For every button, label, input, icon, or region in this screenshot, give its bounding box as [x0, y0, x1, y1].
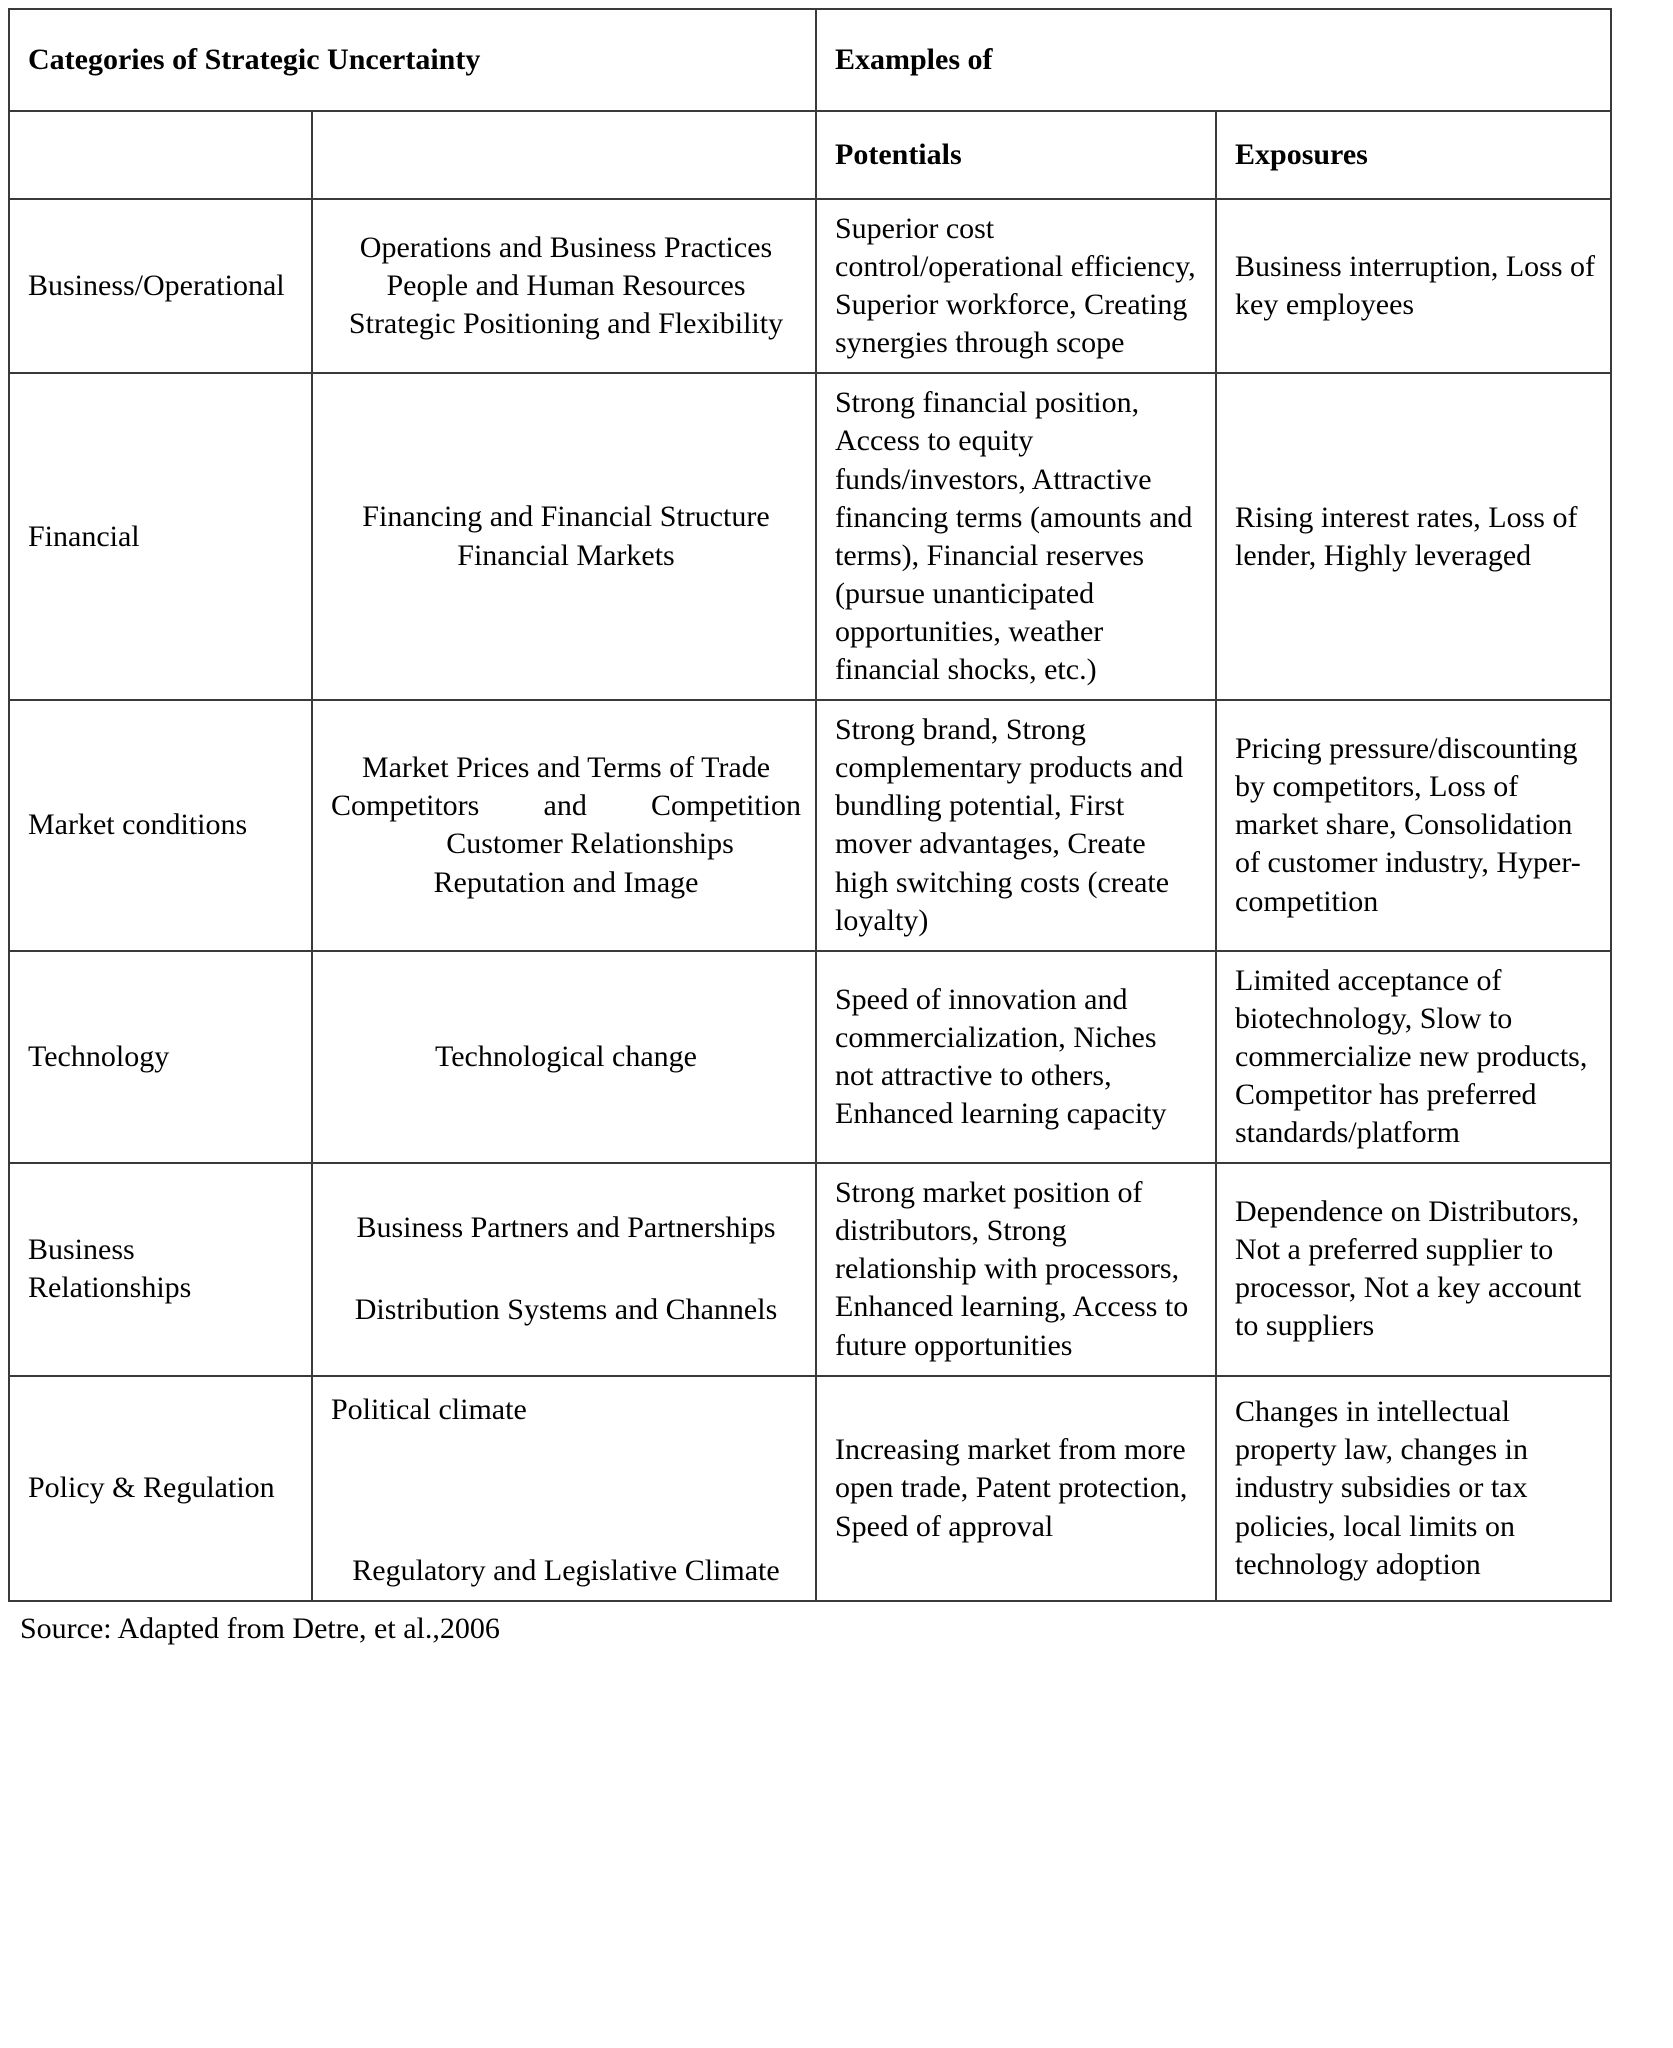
- source-entry: Market Prices and Terms of Trade: [361, 750, 771, 784]
- category-name: Business/Operational: [9, 199, 312, 373]
- category-name: Technology: [9, 951, 312, 1163]
- strategic-uncertainty-table: [8, 8, 1612, 1602]
- table-header-row-1: [9, 9, 1611, 111]
- potentials-text: Strong financial position, Access to equity funds/investors, Attractive financing terms (amounts and terms), Financial reserves (pursue unanticipated opportunities, weather financial shocks, etc.): [816, 373, 1216, 700]
- source-entry: Business Partners and Partnerships: [356, 1211, 776, 1245]
- exposures-text: Pricing pressure/discounting by competitors, Loss of market share, Consolidation of customer industry, Hyper-competition: [1216, 700, 1611, 951]
- source-entry: Technological change: [435, 1039, 697, 1073]
- exposures-text: Changes in intellectual property law, changes in industry subsidies or tax policies, local limits on technology adoption: [1216, 1376, 1611, 1602]
- potentials-text: Strong brand, Strong complementary products and bundling potential, First mover advantages, Create high switching costs (create loyalty): [816, 700, 1216, 951]
- source-entry: Competitors and Competition Customer Relationships: [331, 789, 801, 861]
- potentials-text: Strong market position of distributors, Strong relationship with processors, Enhanced learning, Access to future opportunities: [816, 1163, 1216, 1375]
- table-header-row-2: [9, 111, 1611, 199]
- category-sources: [312, 373, 816, 700]
- exposures-text: Dependence on Distributors, Not a preferred supplier to processor, Not a key account to suppliers: [1216, 1163, 1611, 1375]
- header-examples-title: Examples of: [816, 9, 1611, 111]
- category-sources: [312, 199, 816, 373]
- header-categories-title: Categories of Strategic Uncertainty: [9, 9, 816, 111]
- table-row: [9, 199, 1611, 373]
- table-row: [9, 373, 1611, 700]
- category-sources: [312, 1163, 816, 1375]
- table-row: [9, 700, 1611, 951]
- exposures-text: Business interruption, Loss of key employees: [1216, 199, 1611, 373]
- category-name: Business Relationships: [9, 1163, 312, 1375]
- source-entry: Regulatory and Legislative Climate: [352, 1554, 780, 1588]
- exposures-text: Limited acceptance of biotechnology, Slow to commercialize new products, Competitor has preferred standards/platform: [1216, 951, 1611, 1163]
- header-exposures: Exposures: [1216, 111, 1611, 199]
- source-note: Source: Adapted from Detre, et al.,2006: [20, 1612, 500, 1646]
- source-entry: People and Human Resources: [386, 268, 746, 302]
- table-row: [9, 951, 1611, 1163]
- exposures-text: Rising interest rates, Loss of lender, Highly leveraged: [1216, 373, 1611, 700]
- source-entry: Reputation and Image: [433, 865, 699, 899]
- table-row: [9, 1163, 1611, 1375]
- category-sources: [312, 1376, 816, 1602]
- potentials-text: Superior cost control/operational efficiency, Superior workforce, Creating synergies through scope: [816, 199, 1216, 373]
- potentials-text: Increasing market from more open trade, Patent protection, Speed of approval: [816, 1376, 1216, 1602]
- source-entry: Strategic Positioning and Flexibility: [348, 307, 784, 341]
- header-blank-col1: [9, 111, 312, 199]
- source-entry: Operations and Business Practices: [359, 230, 773, 264]
- category-name: Financial: [9, 373, 312, 700]
- header-blank-col2: [312, 111, 816, 199]
- category-name: Market conditions: [9, 700, 312, 951]
- header-potentials: Potentials: [816, 111, 1216, 199]
- source-entry: Financial Markets: [457, 538, 675, 572]
- source-entry: Political climate: [331, 1392, 527, 1426]
- table-row: [9, 1376, 1611, 1602]
- category-sources: [312, 951, 816, 1163]
- category-name: Policy & Regulation: [9, 1376, 312, 1602]
- potentials-text: Speed of innovation and commercialization, Niches not attractive to others, Enhanced learning capacity: [816, 951, 1216, 1163]
- source-entry: Distribution Systems and Channels: [354, 1293, 778, 1327]
- source-entry: Financing and Financial Structure: [362, 500, 770, 534]
- category-sources: [312, 700, 816, 951]
